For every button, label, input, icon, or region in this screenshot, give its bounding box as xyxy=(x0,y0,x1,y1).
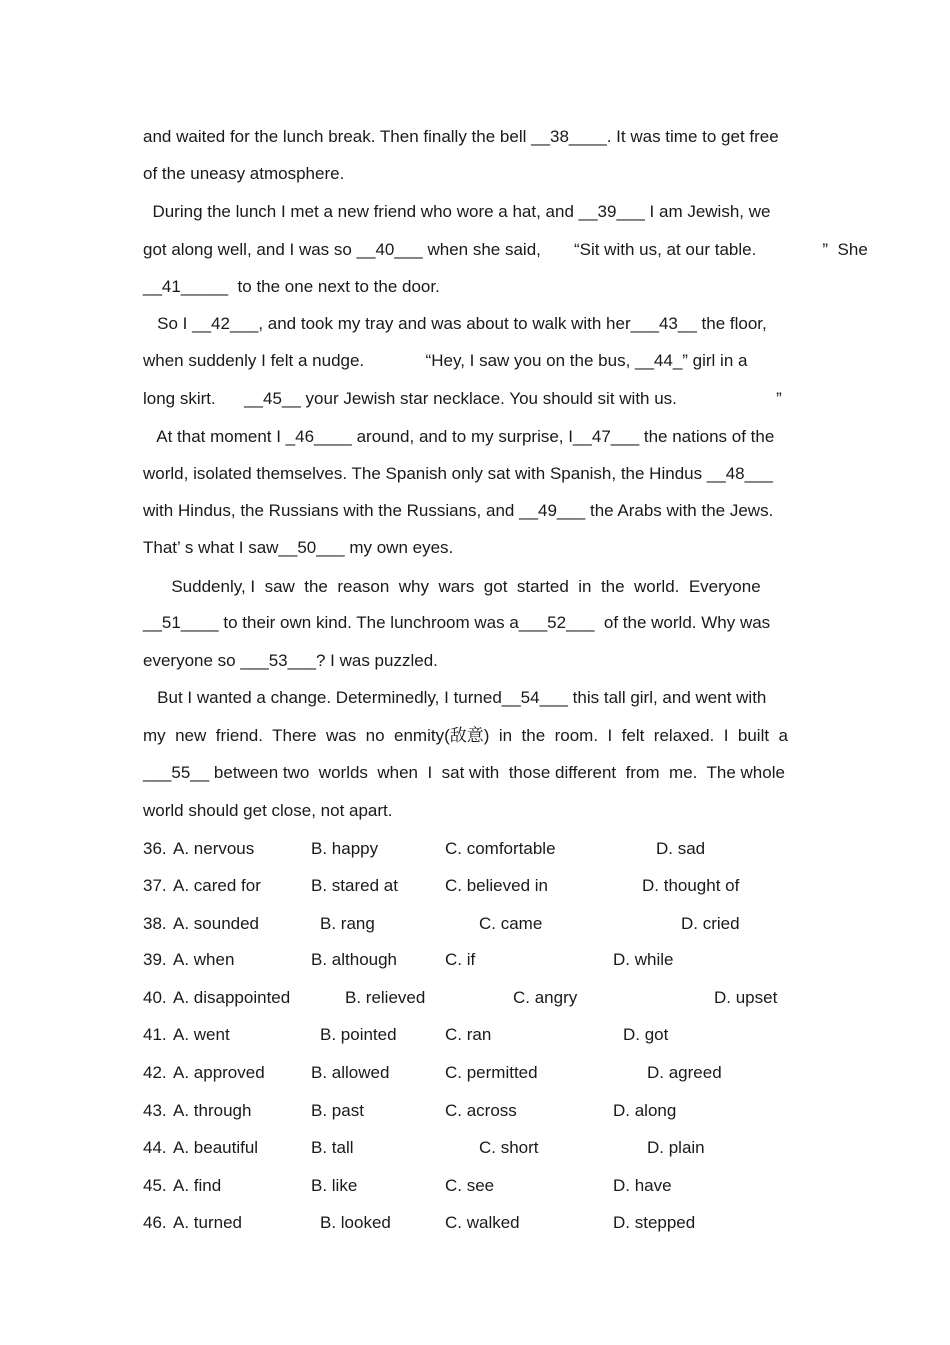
passage-line: That’ s what I saw__50___ my own eyes. xyxy=(143,538,454,557)
passage-line: So I __42___, and took my tray and was about to walk with her___43__ the floor, xyxy=(143,314,767,333)
passage-line: During the lunch I met a new friend who wore a hat, and __39___ I am Jewish, we xyxy=(143,202,771,221)
option-d: D. while xyxy=(613,950,674,969)
passage-line: __41_____ to the one next to the door. xyxy=(143,277,440,296)
option-a: A. when xyxy=(173,950,235,969)
option-a: A. beautiful xyxy=(173,1138,259,1157)
option-b: B. relieved xyxy=(345,988,426,1007)
question-number: 45. xyxy=(143,1176,167,1195)
option-b: B. past xyxy=(311,1101,364,1120)
option-c: C. permitted xyxy=(445,1063,538,1082)
passage-line: of the uneasy atmosphere. xyxy=(143,164,345,183)
option-c: C. ran xyxy=(445,1025,492,1044)
option-a: A. disappointed xyxy=(173,988,291,1007)
option-b: B. tall xyxy=(311,1138,354,1157)
passage-line: everyone so ___53___? I was puzzled. xyxy=(143,651,438,670)
passage-line: when suddenly I felt a nudge. “Hey, I saw you on the bus, __44_” girl in a xyxy=(143,351,748,370)
option-c: C. came xyxy=(479,914,543,933)
question-number: 39. xyxy=(143,950,167,969)
passage-line: world, isolated themselves. The Spanish only sat with Spanish, the Hindus __48___ xyxy=(143,464,774,483)
option-d: D. plain xyxy=(647,1138,705,1157)
option-b: B. stared at xyxy=(311,876,398,895)
option-d: D. got xyxy=(623,1025,669,1044)
option-d: D. upset xyxy=(714,988,778,1007)
option-a: A. went xyxy=(173,1025,230,1044)
option-a: A. approved xyxy=(173,1063,265,1082)
question-number: 46. xyxy=(143,1213,167,1232)
option-d: D. have xyxy=(613,1176,672,1195)
passage-line: ___55__ between two worlds when I sat with those different from me. The whole xyxy=(143,763,785,782)
option-a: A. cared for xyxy=(173,876,261,895)
option-d: D. thought of xyxy=(642,876,740,895)
option-b: B. happy xyxy=(311,839,379,858)
passage-line: got along well, and I was so __40___ when she said, “Sit with us, at our table. ” She xyxy=(143,240,868,259)
passage-line: __51____ to their own kind. The lunchroom was a___52___ of the world. Why was xyxy=(143,613,771,632)
passage-line: long skirt. __45__ your Jewish star necklace. You should sit with us. ” xyxy=(143,389,782,408)
option-c: C. if xyxy=(445,950,476,969)
passage-line: with Hindus, the Russians with the Russians, and __49___ the Arabs with the Jews. xyxy=(143,501,774,520)
option-d: D. along xyxy=(613,1101,677,1120)
option-a: A. sounded xyxy=(173,914,260,933)
passage-line: my new friend. There was no enmity(敌意) in the room. I felt relaxed. I built a xyxy=(143,726,788,745)
option-d: D. stepped xyxy=(613,1213,696,1232)
option-b: B. rang xyxy=(320,914,375,933)
passage-line: world should get close, not apart. xyxy=(143,801,393,820)
passage-line: At that moment I _46____ around, and to my surprise, I__47___ the nations of the xyxy=(143,427,775,446)
option-c: C. short xyxy=(479,1138,539,1157)
option-d: D. sad xyxy=(656,839,706,858)
option-a: A. nervous xyxy=(173,839,255,858)
option-b: B. pointed xyxy=(320,1025,397,1044)
option-a: A. through xyxy=(173,1101,252,1120)
option-a: A. turned xyxy=(173,1213,242,1232)
option-c: C. believed in xyxy=(445,876,549,895)
option-d: D. cried xyxy=(681,914,740,933)
question-number: 36. xyxy=(143,839,167,858)
question-number: 40. xyxy=(143,988,167,1007)
option-b: B. although xyxy=(311,950,398,969)
passage-line: and waited for the lunch break. Then finally the bell __38____. It was time to get free xyxy=(143,127,779,146)
option-b: B. like xyxy=(311,1176,358,1195)
option-c: C. angry xyxy=(513,988,578,1007)
option-c: C. across xyxy=(445,1101,517,1120)
question-number: 43. xyxy=(143,1101,167,1120)
option-c: C. walked xyxy=(445,1213,520,1232)
option-c: C. comfortable xyxy=(445,839,556,858)
option-b: B. allowed xyxy=(311,1063,390,1082)
question-number: 38. xyxy=(143,914,167,933)
question-number: 44. xyxy=(143,1138,167,1157)
option-b: B. looked xyxy=(320,1213,391,1232)
option-c: C. see xyxy=(445,1176,495,1195)
passage-line: But I wanted a change. Determinedly, I turned__54___ this tall girl, and went with xyxy=(143,688,767,707)
question-number: 42. xyxy=(143,1063,167,1082)
option-a: A. find xyxy=(173,1176,222,1195)
question-number: 41. xyxy=(143,1025,167,1044)
option-d: D. agreed xyxy=(647,1063,722,1082)
passage-line: Suddenly, I saw the reason why wars got started in the world. Everyone xyxy=(143,577,761,596)
question-number: 37. xyxy=(143,876,167,895)
